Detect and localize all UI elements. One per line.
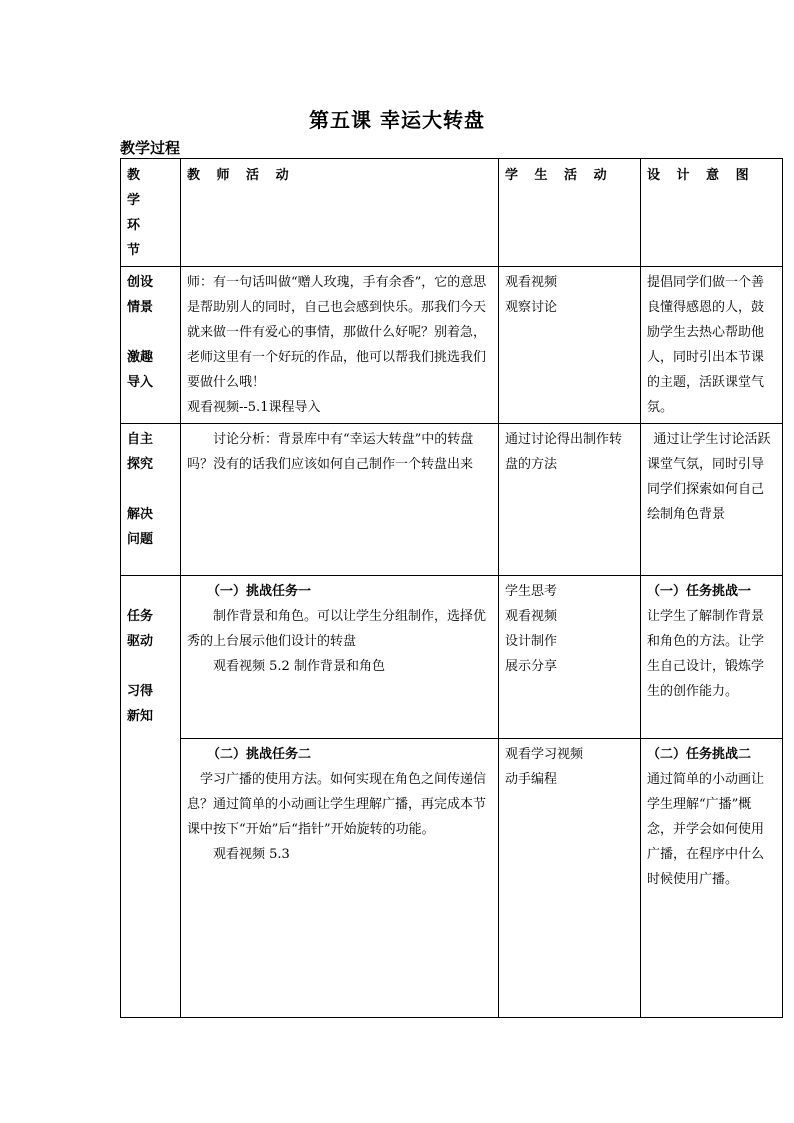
task1-title: （一）挑战任务一 xyxy=(207,584,312,599)
header-intent: 设 计 意 图 xyxy=(641,159,783,267)
student-activity-cell: 学生思考 观看视频 设计制作 展示分享 xyxy=(499,576,641,739)
stage-cell: 创设 情景 激趣 导入 xyxy=(121,267,181,424)
lesson-table xyxy=(120,158,783,1018)
page-title: 第五课 幸运大转盘 xyxy=(309,108,485,132)
teacher-activity-cell: 讨论分析：背景库中有“幸运大转盘”中的转盘吗？没有的话我们应该如何自己制作一个转盘出来 xyxy=(181,424,499,576)
table-row xyxy=(121,424,783,576)
task2-video: 观看视频 5.3 xyxy=(213,847,290,862)
teacher-activity-cell xyxy=(181,576,499,739)
task1-text: 制作背景和角色。可以让学生分组制作，选择优秀的上台展示他们设计的转盘 xyxy=(187,609,487,649)
student-activity-cell: 观看学习视频 动手编程 xyxy=(499,739,641,1018)
table-row xyxy=(121,267,783,424)
design-intent-cell: （一）任务挑战一 让学生了解制作背景和角色的方法。让学生自己设计，锻炼学生的创作能力。 xyxy=(641,576,783,739)
student-activity-cell: 通过讨论得出制作转盘的方法 xyxy=(499,424,641,576)
header-stage xyxy=(121,159,181,267)
table-row xyxy=(121,739,783,1018)
header-student: 学 生 活 动 xyxy=(499,159,641,267)
student-activity-cell: 观看视频 观察讨论 xyxy=(499,267,641,424)
table-row xyxy=(121,576,783,739)
teacher-activity-cell xyxy=(181,739,499,1018)
design-intent-cell: 提倡同学们做一个善良懂得感恩的人，鼓励学生去热心帮助他人，同时引出本节课的主题，活跃课堂气氛。 xyxy=(641,267,783,424)
header-stage-line1: 教 学 xyxy=(127,168,147,208)
task2-intent-title: （二）任务挑战二 xyxy=(647,747,752,762)
section-label: 教学过程 xyxy=(120,139,181,157)
task2-text: 学习广播的使用方法。如何实现在角色之间传递信息？通过简单的小动画让学生理解广播，再完成本节课中按下“开始”后“指针”开始旋转的功能。 xyxy=(187,772,487,837)
task1-video: 观看视频 5.2 制作背景和角色 xyxy=(213,659,385,674)
header-row xyxy=(121,159,783,267)
teacher-activity-cell xyxy=(181,267,499,424)
header-teacher: 教 师 活 动 xyxy=(181,159,499,267)
stage-cell: 自主 探究 解决 问题 xyxy=(121,424,181,576)
task2-title: （二）挑战任务二 xyxy=(207,747,312,762)
task1-intent-title: （一）任务挑战一 xyxy=(647,584,752,599)
design-intent-cell: （二）任务挑战二 通过简单的小动画让学生理解“广播”概念，并学会如何使用广播，在程序中什么时候使用广播。 xyxy=(641,739,783,1018)
teacher-text: 师：有一句话叫做“赠人玫瑰，手有余香”，它的意思是帮助别人的同时，自己也会感到快乐。那我们今天就来做一件有爱心的事情，那做什么好呢？别着急，老师这里有一个好玩的作品，他可以帮我们挑选我们要做什么哦！ xyxy=(187,275,487,390)
teacher-video: 观看视频--5.1课程导入 xyxy=(187,400,321,415)
stage-cell: 任务 驱动 习得 新知 xyxy=(121,576,181,1018)
design-intent-cell: 通过让学生讨论活跃课堂气氛，同时引导同学们探索如何自己绘制角色背景 xyxy=(641,424,783,576)
header-stage-line2: 环 节 xyxy=(127,218,147,258)
